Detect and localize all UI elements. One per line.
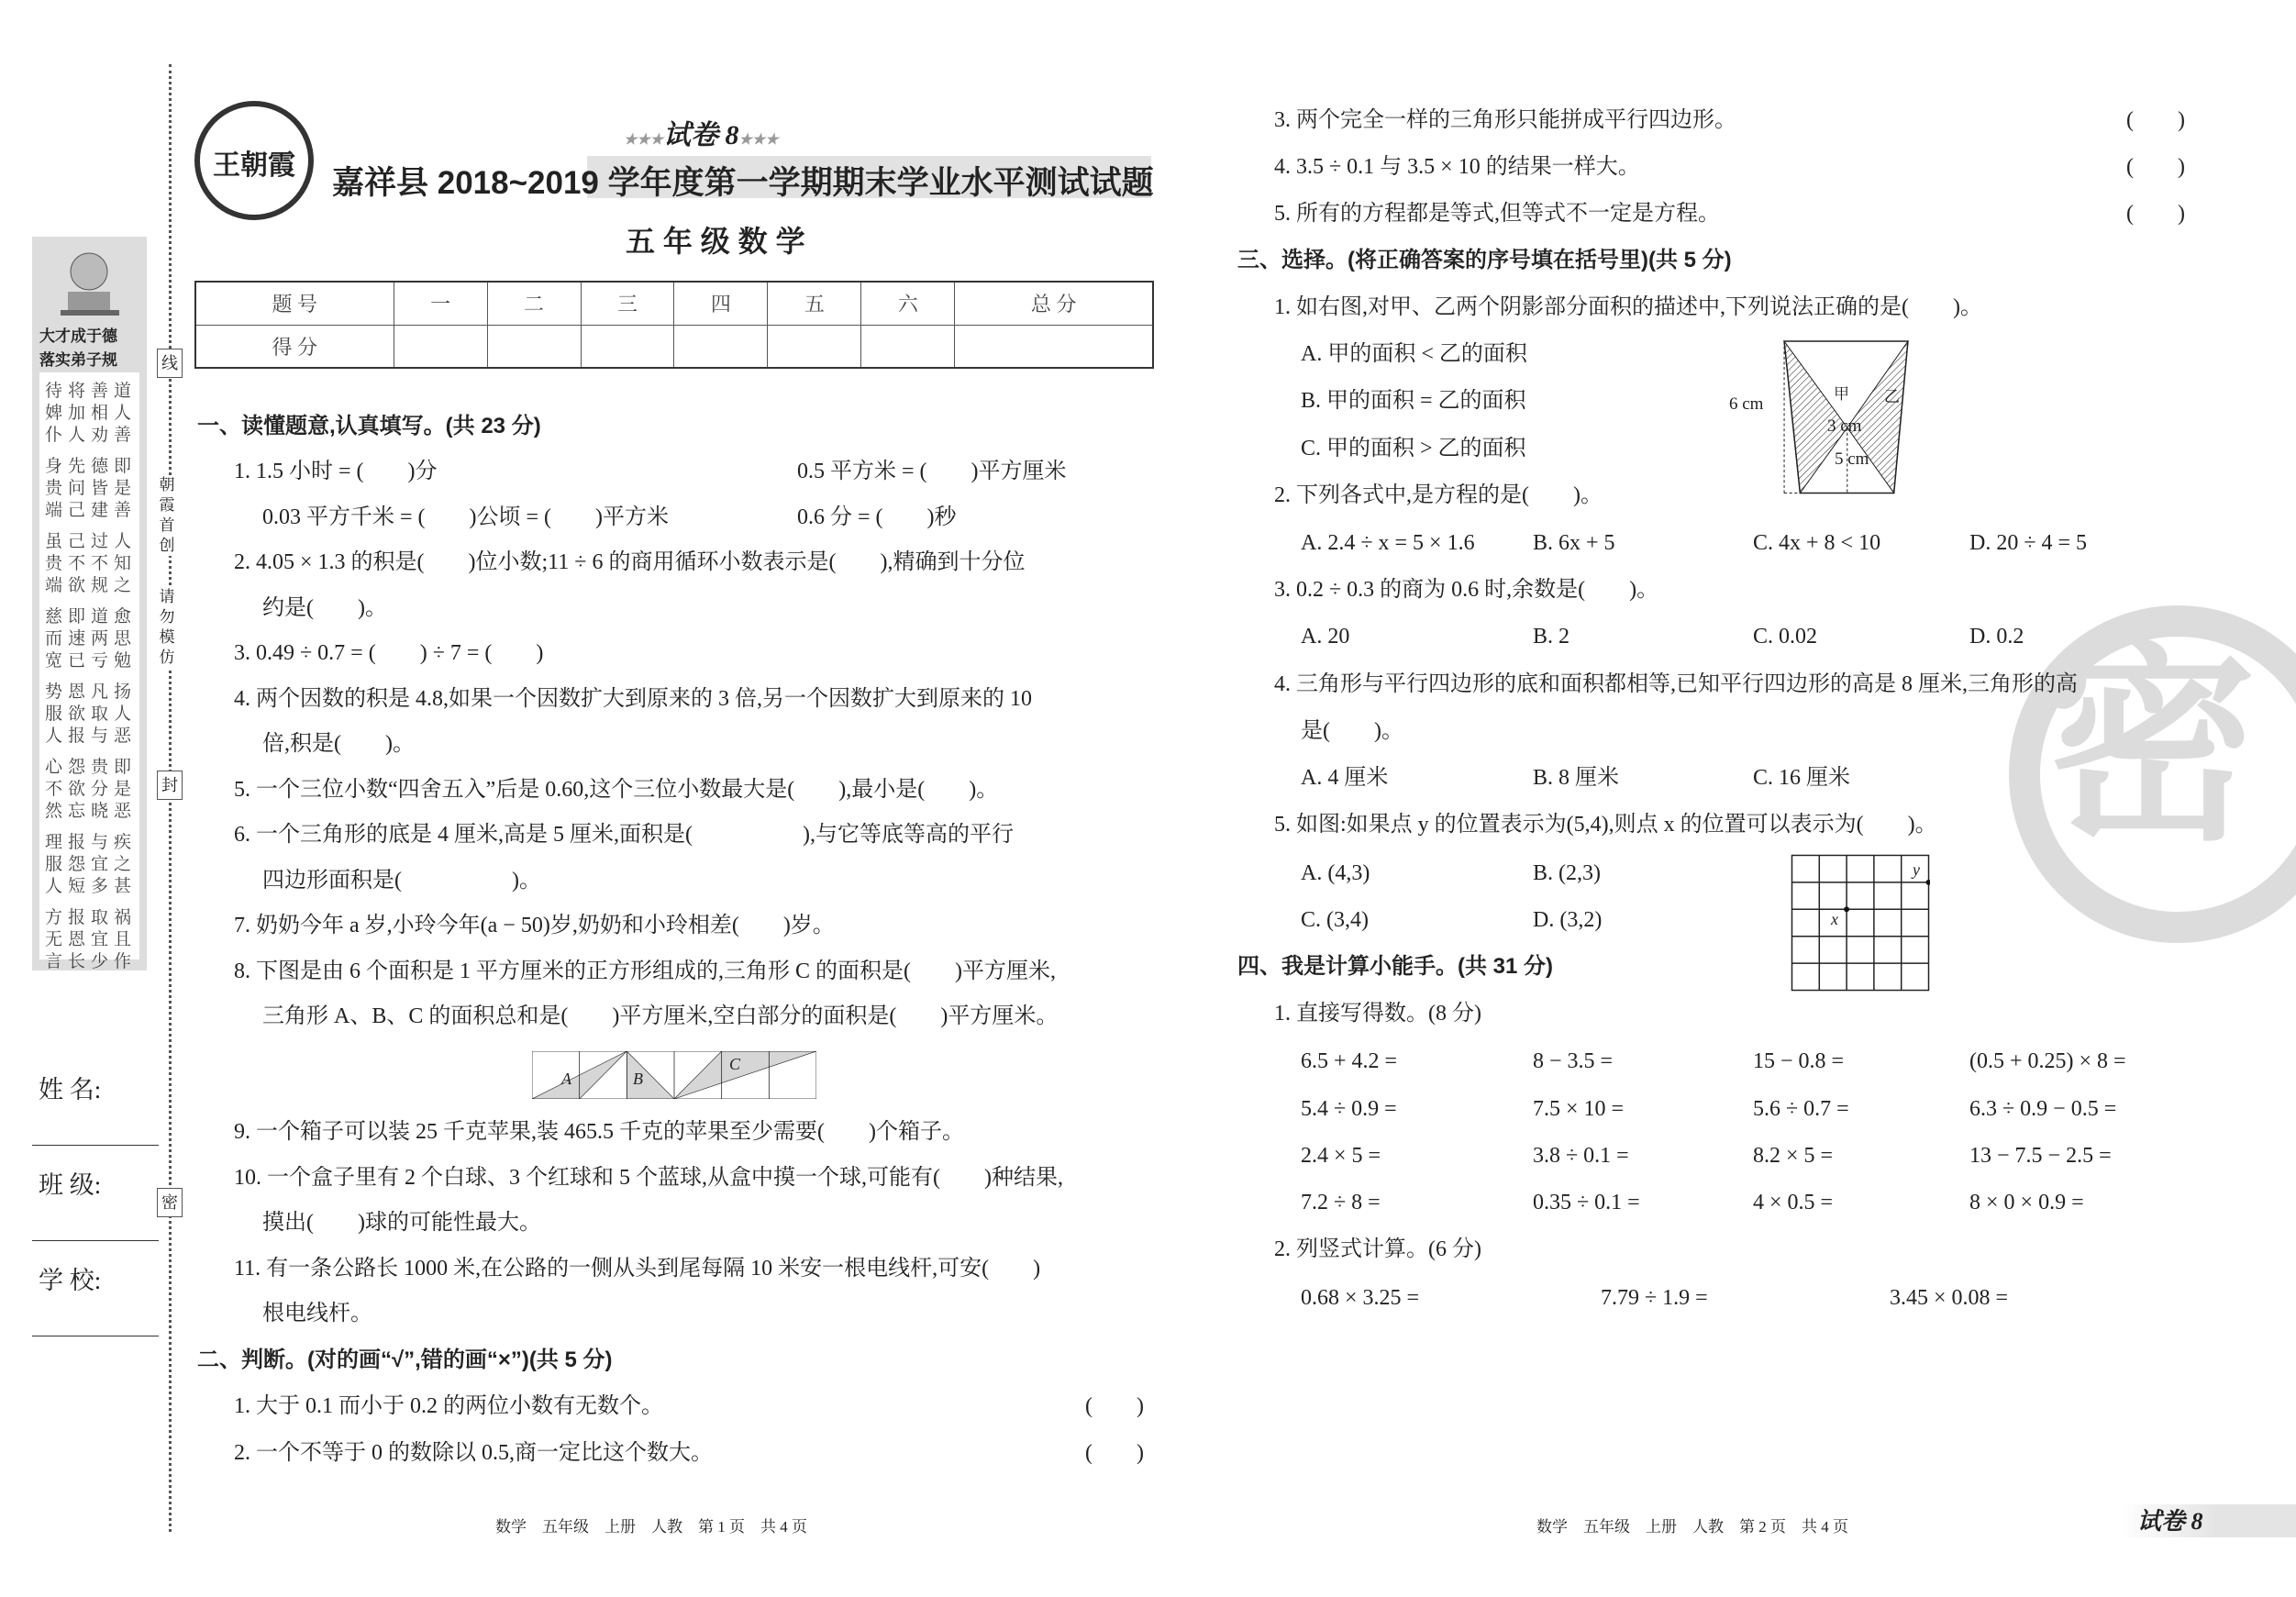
- judge-item: 4. 3.5 ÷ 0.1 与 3.5 × 10 的结果一样大。: [1274, 155, 1640, 179]
- choice-question: 3. 0.2 ÷ 0.3 的商为 0.6 时,余数是( )。: [1274, 578, 1659, 602]
- motto-line-2: 落实弟子规: [39, 351, 117, 369]
- label-mid-height: 3 cm: [1827, 416, 1862, 436]
- motto-row: 贵问皆是: [45, 479, 138, 498]
- label-yi: 乙: [1884, 388, 1900, 405]
- label-height: 6 cm: [1729, 394, 1764, 414]
- vertical-calc: 7.79 ÷ 1.9 =: [1601, 1286, 1708, 1310]
- motto-row: 而速两思: [45, 629, 138, 649]
- section-3-title: 三、选择。(将正确答案的序号填在括号里)(共 5 分): [1237, 248, 1732, 272]
- name-label: 姓 名:: [39, 1076, 102, 1103]
- question-line: 0.03 平方千米 = ( )公顷 = ( )平方米: [262, 505, 670, 529]
- score-cell[interactable]: [487, 325, 581, 368]
- choice-option: B. 甲的面积 = 乙的面积: [1301, 389, 1526, 413]
- motto-row: 慈即道愈: [45, 607, 138, 627]
- choice-question-cont: 是( )。: [1301, 719, 1403, 743]
- score-table-header-row: [195, 282, 1153, 325]
- calc-part-title: 1. 直接写得数。(8 分): [1274, 1002, 1481, 1026]
- score-cell[interactable]: [581, 325, 674, 368]
- choice-option: C. 4x + 8 < 10: [1753, 531, 1881, 555]
- motto-row: 端欲规之: [45, 576, 138, 595]
- stars-left: ★★★: [624, 132, 664, 148]
- stars-right: ★★★: [738, 132, 779, 148]
- motto-row: 待将善道: [45, 382, 138, 401]
- motto-sidebar: [32, 237, 147, 970]
- motto-row: 身先德即: [45, 457, 138, 476]
- score-cell[interactable]: [394, 325, 487, 368]
- cell: 五: [768, 282, 861, 325]
- motto-row: 仆人劝善: [45, 426, 138, 445]
- name-field[interactable]: [32, 1145, 159, 1146]
- cell: 总 分: [955, 282, 1153, 325]
- question-line: 7. 奶奶今年 a 岁,小玲今年(a − 50)岁,奶奶和小玲相差( )岁。: [234, 914, 835, 937]
- choice-option: A. 甲的面积 < 乙的面积: [1301, 342, 1527, 366]
- point-y: [1926, 880, 1930, 885]
- paper-label: 试卷 8: [663, 120, 739, 150]
- question-line: 8. 下图是由 6 个面积是 1 平方厘米的正方形组成的,三角形 C 的面积是( )平方厘米,: [234, 959, 1056, 983]
- motto-row: 贵不不知: [45, 554, 138, 573]
- student-cartoon-icon: [55, 244, 124, 327]
- score-cell[interactable]: [861, 325, 955, 368]
- triangle-c: [674, 1051, 816, 1099]
- judge-item: 1. 大于 0.1 而小于 0.2 的两位小数有无数个。: [234, 1394, 663, 1418]
- coordinate-grid-figure: [1791, 854, 1930, 992]
- choice-option: C. 甲的面积 > 乙的面积: [1301, 437, 1526, 460]
- motto-text-box: [39, 372, 139, 971]
- question-line: 10. 一个盒子里有 2 个白球、3 个红球和 5 个蓝球,从盒中摸一个球,可能有( )种结果,: [234, 1166, 1063, 1190]
- answer-bracket[interactable]: ( ): [1085, 1441, 1144, 1465]
- motto-row: 宽已亏勉: [45, 651, 138, 671]
- question-line: 根电线杆。: [262, 1302, 372, 1325]
- section-1-title: 一、读懂题意,认真填写。(共 23 分): [197, 414, 541, 438]
- calc-item: 3.8 ÷ 0.1 =: [1533, 1144, 1629, 1168]
- motto-row: 婢加相人: [45, 404, 138, 423]
- choice-option: D. 0.2: [1969, 625, 2024, 649]
- margin-tag-mi: 密: [157, 1188, 183, 1217]
- vertical-calc: 3.45 × 0.08 =: [1890, 1286, 2009, 1310]
- motto-row: 势恩凡扬: [45, 682, 138, 702]
- question-line: 5. 一个三位小数“四舍五入”后是 0.60,这个三位小数最大是( ),最小是( )。: [234, 778, 999, 802]
- choice-option: B. 8 厘米: [1533, 766, 1620, 790]
- motto-row: 理报与疾: [45, 833, 138, 852]
- section-2-title: 二、判断。(对的画“√”,错的画“×”)(共 5 分): [197, 1347, 613, 1372]
- choice-option: A. (4,3): [1301, 861, 1370, 885]
- choice-option: A. 4 厘米: [1301, 766, 1389, 790]
- footer-page-1: 数学 五年级 上册 人教 第 1 页 共 4 页: [495, 1518, 807, 1536]
- question-line: 四边形面积是( )。: [262, 869, 541, 893]
- choice-option: C. 16 厘米: [1753, 766, 1851, 790]
- choice-option: B. (2,3): [1533, 861, 1601, 885]
- motto-row: 人报与恶: [45, 726, 138, 746]
- motto-row: 服怨宜之: [45, 855, 138, 874]
- choice-option: A. 20: [1301, 625, 1350, 649]
- choice-option: B. 6x + 5: [1533, 531, 1615, 555]
- label-jia: 甲: [1834, 385, 1849, 403]
- question-line: 0.5 平方米 = ( )平方厘米: [797, 460, 1067, 483]
- calc-item: 6.3 ÷ 0.9 − 0.5 =: [1969, 1097, 2117, 1121]
- label-b: B: [633, 1070, 643, 1088]
- cell: 一: [394, 282, 487, 325]
- motto-row: 心怨贵即: [45, 758, 138, 777]
- question-line: 3. 0.49 ÷ 0.7 = ( ) ÷ 7 = ( ): [234, 641, 544, 665]
- choice-question: 2. 下列各式中,是方程的是( )。: [1274, 483, 1603, 507]
- cell: 六: [861, 282, 955, 325]
- motto-row: 言长少作: [45, 952, 138, 971]
- exam-subtitle: 五 年 级 数 学: [626, 225, 805, 258]
- margin-tag-feng: 封: [157, 771, 183, 800]
- calc-item: 15 − 0.8 =: [1753, 1049, 1845, 1073]
- answer-bracket[interactable]: ( ): [2126, 155, 2185, 179]
- section-4-title: 四、我是计算小能手。(共 31 分): [1237, 954, 1554, 979]
- calc-item: 5.4 ÷ 0.9 =: [1301, 1097, 1397, 1121]
- motto-row: 服欲取人: [45, 704, 138, 724]
- choice-option: C. 0.02: [1753, 625, 1818, 649]
- judge-item: 2. 一个不等于 0 的数除以 0.5,商一定比这个数大。: [234, 1441, 713, 1465]
- motto-row: 虽己过人: [45, 532, 138, 551]
- answer-bracket[interactable]: ( ): [2126, 202, 2185, 226]
- question-line: 2. 4.05 × 1.3 的积是( )位小数;11 ÷ 6 的商用循环小数表示是( ),精确到十分位: [234, 550, 1026, 574]
- score-cell[interactable]: [955, 325, 1153, 368]
- calc-item: 7.2 ÷ 8 =: [1301, 1191, 1381, 1214]
- score-cell[interactable]: [674, 325, 768, 368]
- score-table-score-row: [195, 325, 1153, 368]
- point-x: [1844, 906, 1849, 912]
- label-c: C: [729, 1055, 741, 1073]
- calc-item: 0.35 ÷ 0.1 =: [1533, 1191, 1640, 1214]
- calc-item: 5.6 ÷ 0.7 =: [1753, 1097, 1849, 1121]
- cell: 得 分: [195, 325, 394, 368]
- class-field[interactable]: [32, 1240, 159, 1241]
- calc-item: 7.5 × 10 =: [1533, 1097, 1625, 1121]
- motto-row: 不欲分是: [45, 780, 138, 799]
- calc-item: 8 − 3.5 =: [1533, 1049, 1614, 1073]
- question-line: 约是( )。: [262, 596, 387, 620]
- calc-item: (0.5 + 0.25) × 8 =: [1969, 1049, 2126, 1073]
- footer-page-2: 数学 五年级 上册 人教 第 2 页 共 4 页: [1536, 1518, 1848, 1536]
- motto-row: 人短多甚: [45, 877, 138, 896]
- motto-row: 方报取祸: [45, 908, 138, 927]
- question-line: 11. 有一条公路长 1000 米,在公路的一侧从头到尾每隔 10 米安一根电线杆,可安( ): [234, 1257, 1041, 1281]
- cell: 二: [487, 282, 581, 325]
- score-cell[interactable]: [768, 325, 861, 368]
- choice-option: B. 2: [1533, 625, 1570, 649]
- question-line: 摸出( )球的可能性最大。: [262, 1211, 541, 1235]
- watermark-char: 密: [2046, 625, 2257, 870]
- label-a: A: [561, 1070, 571, 1088]
- calc-part-title: 2. 列竖式计算。(6 分): [1274, 1237, 1481, 1261]
- question-line: 6. 一个三角形的底是 4 厘米,高是 5 厘米,面积是( ),与它等底等高的平行: [234, 823, 1014, 847]
- cell: 四: [674, 282, 768, 325]
- margin-tag-xian: 线: [157, 349, 183, 378]
- vertical-calc: 0.68 × 3.25 =: [1301, 1286, 1420, 1310]
- calc-item: 8.2 × 5 =: [1753, 1144, 1834, 1168]
- motto-row: 端己建善: [45, 501, 138, 520]
- calc-item: 4 × 0.5 =: [1753, 1191, 1834, 1214]
- motto-row: 然忘晓恶: [45, 802, 138, 821]
- motto-row: 无恩宜且: [45, 930, 138, 949]
- calc-item: 6.5 + 4.2 =: [1301, 1049, 1398, 1073]
- label-base: 5 cm: [1835, 449, 1869, 469]
- choice-question: 5. 如图:如果点 y 的位置表示为(5,4),则点 x 的位置可以表示为( )。: [1274, 813, 1937, 837]
- paper-number: [624, 112, 779, 152]
- motto-line-1: 大才成于德: [39, 327, 117, 345]
- choice-option: C. (3,4): [1301, 908, 1369, 932]
- label-point-y: y: [1913, 860, 1920, 879]
- choice-option: D. (3,2): [1533, 908, 1603, 932]
- choice-option: D. 20 ÷ 4 = 5: [1969, 531, 2088, 555]
- school-label: 学 校:: [39, 1267, 102, 1294]
- question-line: 1. 1.5 小时 = ( )分: [234, 460, 438, 483]
- choice-option: A. 2.4 ÷ x = 5 × 1.6: [1301, 531, 1475, 555]
- publisher-logo: 王朝霞: [194, 101, 314, 220]
- footer-paper-label: 试卷 8: [2137, 1508, 2203, 1535]
- calc-item: 13 − 7.5 − 2.5 =: [1969, 1144, 2112, 1168]
- calc-item: 2.4 × 5 =: [1301, 1144, 1381, 1168]
- calc-item: 8 × 0 × 0.9 =: [1969, 1191, 2084, 1214]
- answer-bracket[interactable]: ( ): [2126, 108, 2185, 132]
- question-line: 4. 两个因数的积是 4.8,如果一个因数扩大到原来的 3 倍,另一个因数扩大到原来的 10: [234, 687, 1032, 711]
- question-line: 倍,积是( )。: [262, 732, 415, 756]
- question-line: 0.6 分 = ( )秒: [797, 505, 957, 529]
- choice-question: 4. 三角形与平行四边形的底和面积都相等,已知平行四边形的高是 8 厘米,三角形的高: [1274, 672, 2078, 696]
- cell: 三: [581, 282, 674, 325]
- question-line: 9. 一个箱子可以装 25 千克苹果,装 465.5 千克的苹果至少需要( )个箱子。: [234, 1120, 964, 1144]
- label-point-x: x: [1831, 910, 1838, 928]
- judge-item: 3. 两个完全一样的三角形只能拼成平行四边形。: [1274, 108, 1736, 132]
- score-table: [194, 281, 1154, 369]
- margin-note-no-copy: 请勿模仿: [156, 587, 178, 668]
- squares-triangle-figure: [532, 1051, 816, 1099]
- margin-note-original: 朝霞首创: [156, 475, 178, 556]
- judge-item: 5. 所有的方程都是等式,但等式不一定是方程。: [1274, 202, 1720, 226]
- answer-bracket[interactable]: ( ): [1085, 1394, 1144, 1418]
- exam-title: 嘉祥县 2018~2019 学年度第一学期期末学业水平测试试题: [332, 165, 1154, 201]
- choice-question: 1. 如右图,对甲、乙两个阴影部分面积的描述中,下列说法正确的是( )。: [1274, 295, 1982, 319]
- question-line: 三角形 A、B、C 的面积总和是( )平方厘米,空白部分的面积是( )平方厘米。: [262, 1004, 1059, 1028]
- class-label: 班 级:: [39, 1171, 102, 1199]
- cell: 题 号: [195, 282, 394, 325]
